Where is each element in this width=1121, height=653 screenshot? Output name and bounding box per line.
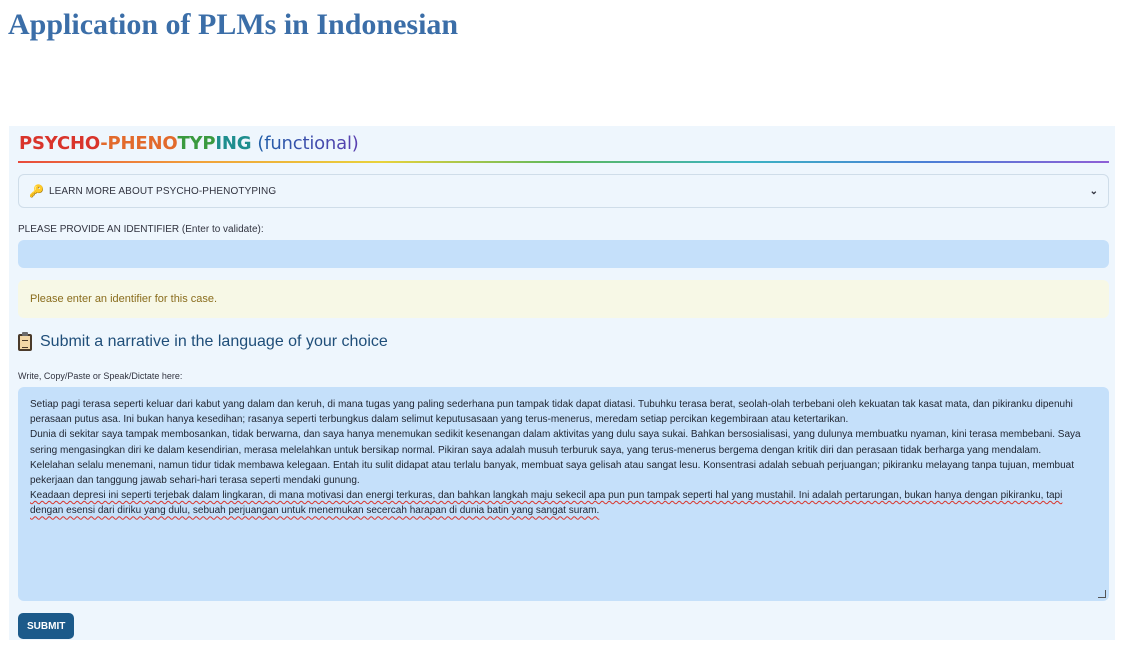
key-icon: 🔑: [29, 184, 44, 198]
section-title: [19, 133, 359, 154]
identifier-label: PLEASE PROVIDE AN IDENTIFIER (Enter to validate):: [18, 224, 264, 235]
identifier-warning: [18, 280, 1109, 318]
section-title-part: -: [100, 133, 108, 154]
narrative-textarea[interactable]: [18, 387, 1109, 601]
section-title-suffix: (functional): [257, 133, 359, 154]
expander-label: LEARN MORE ABOUT PSYCHO-PHENOTYPING: [48, 185, 277, 197]
warning-message: Please enter an identifier for this case.: [30, 293, 218, 305]
learn-more-expander[interactable]: [18, 174, 1109, 208]
chevron-down-icon[interactable]: ⌄: [1089, 185, 1098, 197]
narrative-paragraph: Kelelahan selalu menemani, namun tidur tidak membawa kelegaan. Entah itu sulit didapat atau terlalu banyak, membuat saya gelisah atau sangat lesu. Konsentrasi adalah sebuah perjuangan; pikiranku melayang tanpa tujuan, membuat pekerjaan dan tanggung jawab sehari-hari terasa seperti mendaki gunung.: [30, 459, 1074, 487]
narrative-heading: Submit a narrative in the language of your choice: [40, 333, 388, 350]
narrative-header: [18, 333, 388, 351]
rainbow-divider: [18, 161, 1109, 163]
app-panel: [9, 126, 1115, 640]
narrative-paragraph: Dunia di sekitar saya tampak membosankan, tidak berwarna, dan saya hanya menemukan sedikit kesenangan dalam aktivitas yang dulu saya sukai. Bahkan bersosialisasi, yang dulunya membuatku nyaman, kini terasa membebani. Saya sering mengasingkan diri ke dalam kesendirian, merasa melelahkan untuk bersikap normal. Pikiran saya adalah musuh terburuk saya, yang terus-menerus bergema dengan kritik diri dan perasaan tidak berharga yang mendalam.: [30, 429, 1081, 456]
resize-handle[interactable]: [1098, 590, 1106, 598]
clipboard-icon: [18, 334, 32, 351]
narrative-paragraph: Setiap pagi terasa seperti keluar dari kabut yang dalam dan keruh, di mana tugas yang paling sederhana pun tampak tidak dapat diatasi. Tubuhku terasa berat, seolah-olah terbebani oleh kekuatan tak kasat mata, dan pikiranku dipenuhi perasaan putus asa. Ini bukan hanya kesedihan; rasanya seperti terbungkus dalam selimut keputusasaan yang terus-menerus, meredam setiap percikan kegembiraan atau ketertarikan.: [30, 399, 1073, 426]
submit-button[interactable]: SUBMIT: [18, 613, 74, 639]
section-title-part: PHENO: [107, 133, 178, 154]
page-title: Application of PLMs in Indonesian: [8, 8, 459, 41]
narrative-input-label: Write, Copy/Paste or Speak/Dictate here:: [18, 371, 183, 381]
section-title-part: TYP: [177, 133, 216, 154]
section-title-part: ING: [215, 133, 252, 154]
identifier-input[interactable]: [18, 240, 1109, 268]
narrative-paragraph: Keadaan depresi ini seperti terjebak dalam lingkaran, di mana motivasi dan energi terkuras, dan bahkan langkah maju sekecil apa pun pun tampak seperti hal yang mustahil. Ini adalah pertarungan, bukan hanya dengan pikiranku, tapi dengan esensi dari diriku yang dulu, sebuah perjuangan untuk menemukan secercah harapan di dunia batin yang sangat suram.: [30, 490, 1063, 517]
section-title-part: PSYCHO: [19, 133, 101, 154]
